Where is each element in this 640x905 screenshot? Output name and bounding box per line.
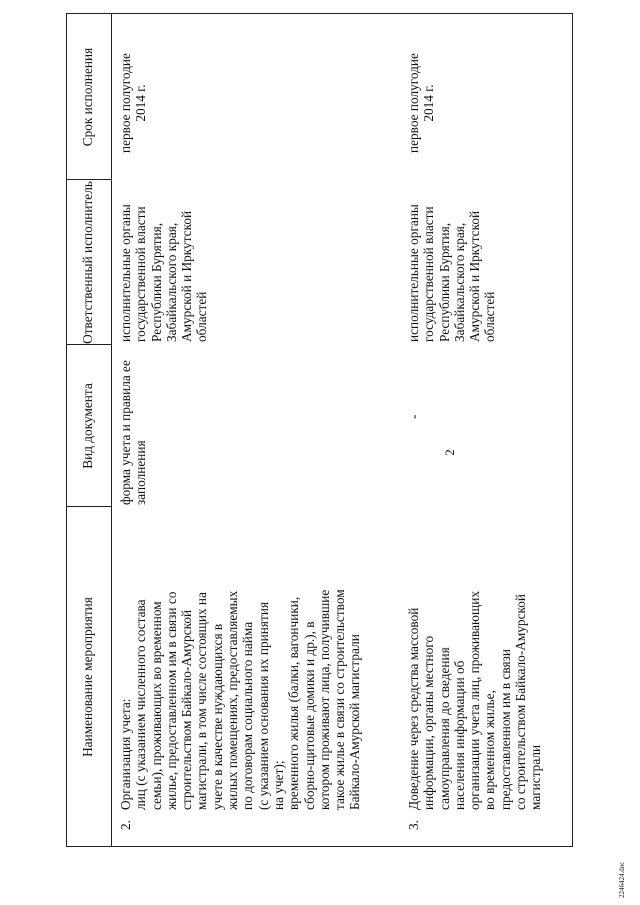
header-deadline: Срок исполнения (80, 47, 95, 147)
row-2-executor: исполнительные органы государственной власти Республики Бурятия, Забайкальского края, Амурской и Иркутской областей (118, 204, 210, 342)
row-2-doc-type: форма учета и правила ее заполнения (118, 360, 149, 505)
page-number: 2 (442, 449, 457, 456)
table-top-border (66, 13, 67, 847)
row-3-doc-type: - (406, 414, 421, 419)
header-name: Наименование мероприятия (80, 597, 95, 757)
header-executor: Ответственный исполнитель (80, 181, 95, 344)
row-3-name: Доведение через средства массовой информации, органы местного самоуправления до сведения населения информации об организации учета лиц, проживающих во временном жилье, предоставленном им в связи со строительством Байкало-Амурской магистрали (406, 591, 544, 810)
document-filename: 2246424.doc (618, 861, 626, 898)
row-3-number: 3. (406, 820, 421, 830)
header-bottom-border (111, 13, 112, 847)
row-3-executor: исполнительные органы государственной власти Республики Бурятия, Забайкальского края, Амурской и Иркутской областей (406, 204, 498, 342)
row-2-deadline: первое полугодие 2014 г. (118, 53, 149, 153)
col-border-right (66, 13, 573, 14)
row-2-number: 2. (118, 820, 133, 830)
row-3-deadline: первое полугодие 2014 г. (406, 53, 437, 153)
table-bottom-border (572, 13, 573, 847)
header-doc-type: Вид документа (80, 383, 95, 469)
row-2-name: Организация учета: лиц (с указанием численного состава семьи), проживающих во временном жилье, предоставленном им в связи со строительством Байкало-Амурской магистрали, в том числе состоящих на учете в качестве нуждающихся в жилых помещениях, предоставляемых по договорам социального найма (с указанием основания их принятия на учет); временного жилья (балки, вагончики, сборно-щитовые домики и др.), в котором проживают лица, получившие такое жилье в связи со строительством Байкало-Амурской магистрали (118, 589, 363, 810)
col-border-left (66, 846, 573, 847)
